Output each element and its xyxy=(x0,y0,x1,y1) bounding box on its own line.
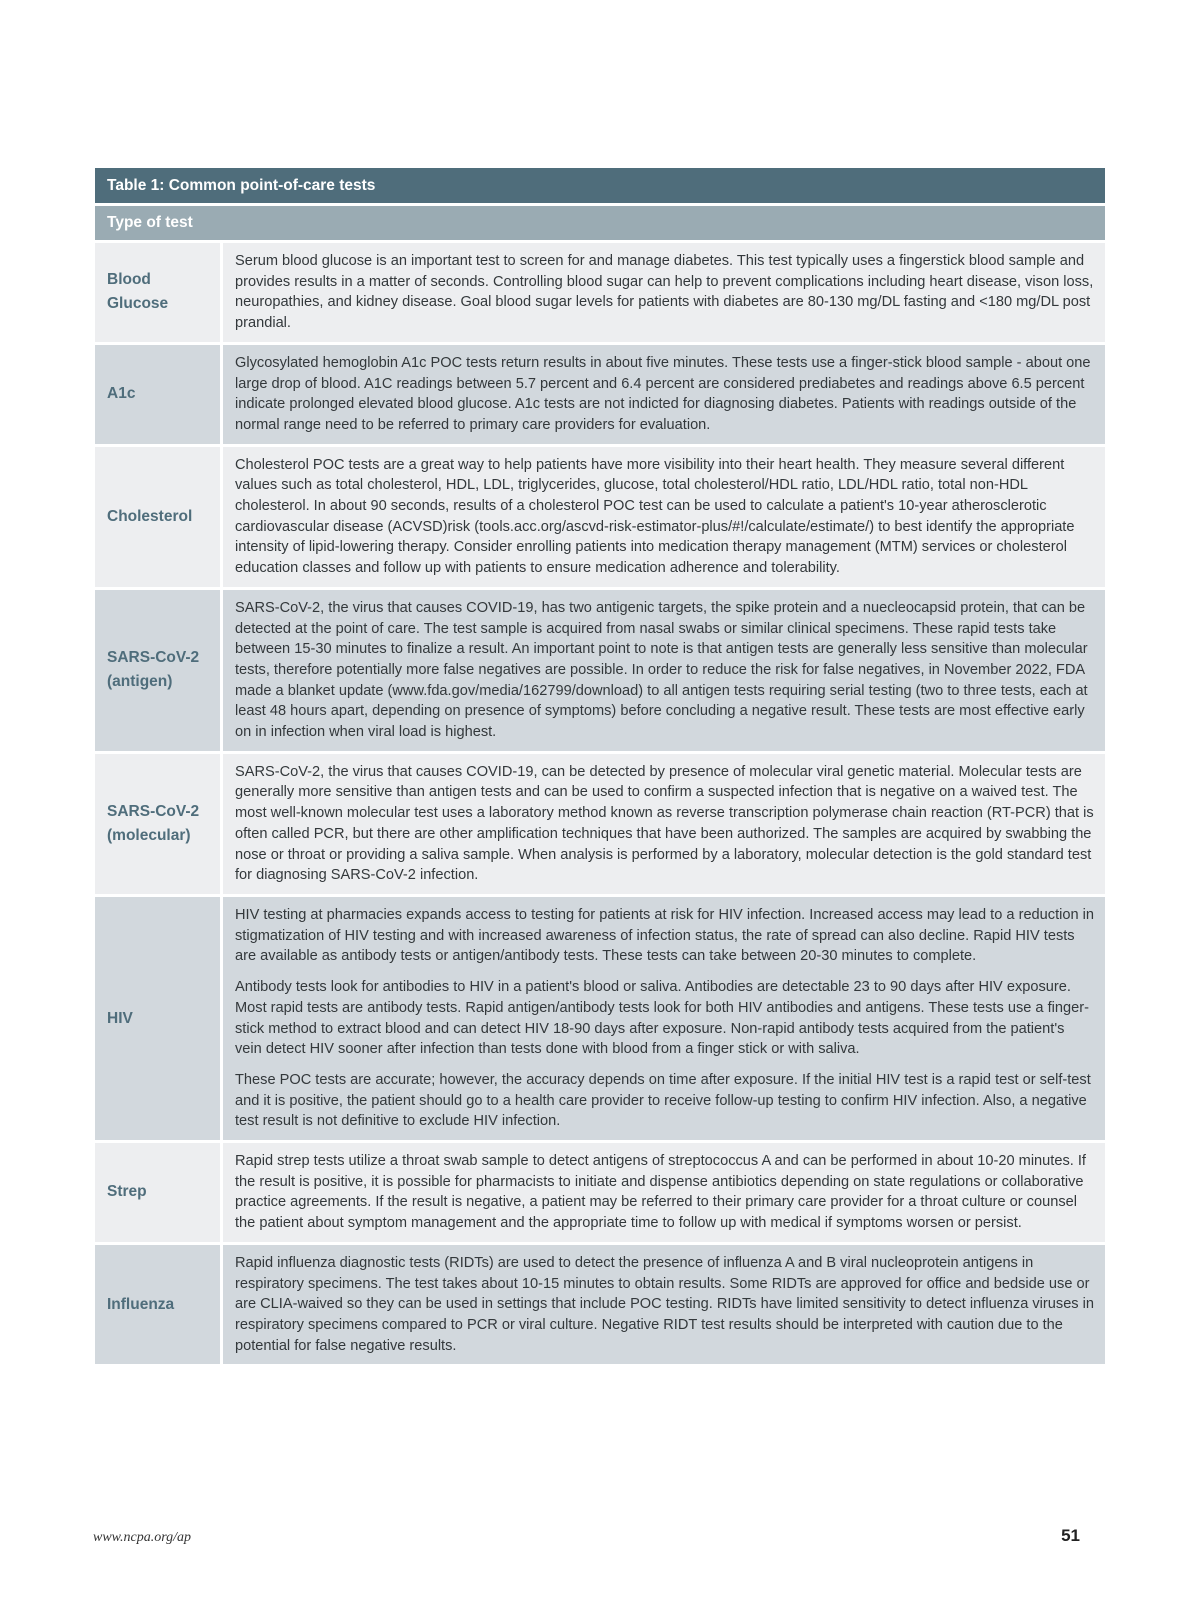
table-row xyxy=(95,447,1105,587)
table-title: Table 1: Common point-of-care tests xyxy=(95,168,1105,203)
table-row xyxy=(95,1143,1105,1242)
table-row xyxy=(95,243,1105,342)
description-paragraph: Antibody tests look for antibodies to HIV in a patient's blood or saliva. Antibodies are detectable 23 to 90 days after HIV exposure. Most rapid tests are antibody tests. Rapid antigen/antibody tests look for both HIV antibodies and antigens. These tests use a finger-stick method to extract blood and can detect HIV 18-90 days after exposure. Non-rapid antibody tests acquired from the patient's vein detect HIV sooner after infection than tests done with blood from a finger stick or with saliva. xyxy=(235,979,1089,1058)
description-paragraph: SARS-CoV-2, the virus that causes COVID-19, has two antigenic targets, the spike protein and a nuecleocapsid protein, that can be detected at the point of care. The test sample is acquired from nasal swabs or similar clinical specimens. These rapid tests take between 15-30 minutes to finalize a result. An important point to note is that antigen tests are generally less sensitive than molecular tests, therefore potentially more false negatives are possible. In order to reduce the risk for false negatives, in November 2022, FDA made a blanket update (www.fda.gov/media/162799/download) to all antigen tests requiring serial testing (two to three tests, each at least 48 hours apart, depending on presence of symptoms) before concluding a negative result. These tests are most effective early on in infection when viral load is highest. xyxy=(235,599,1088,741)
description-paragraph: Rapid influenza diagnostic tests (RIDTs) are used to detect the presence of influenza A and B viral nucleoprotein antigens in respiratory specimens. The test takes about 10-15 minutes to obtain results. Some RIDTs are approved for office and bedside use or are CLIA-waived so they can be used in settings that include POC testing. RIDTs have limited sensitivity to detect influenza viruses in respiratory specimens compared to PCR or viral culture. Negative RIDT test results should be interpreted with caution due to the potential for false negative results. xyxy=(235,1254,1095,1354)
description-paragraph: These POC tests are accurate; however, the accuracy depends on time after exposure. If the initial HIV test is a rapid test or self-test and it is positive, the patient should go to a health care provider to receive follow-up testing to confirm HIV infection. Also, a negative test result is not definitive to exclude HIV infection. xyxy=(235,1071,1091,1130)
test-type-label: Influenza xyxy=(95,1245,220,1365)
table-row xyxy=(95,1245,1105,1365)
table-row xyxy=(95,754,1105,894)
description-paragraph: Serum blood glucose is an important test to screen for and manage diabetes. This test typically uses a fingerstick blood sample and provides results in a matter of seconds. Controlling blood sugar can help to prevent complications including heart disease, vison loss, neuropathies, and kidney disease. Goal blood sugar levels for patients with diabetes are 80-130 mg/DL fasting and <180 mg/DL post prandial. xyxy=(235,253,1094,332)
test-type-label: HIV xyxy=(95,897,220,1140)
test-description xyxy=(223,1245,1105,1365)
table-row xyxy=(95,590,1105,751)
description-paragraph: HIV testing at pharmacies expands access to testing for patients at risk for HIV infection. Increased access may lead to a reduction in stigmatization of HIV testing and with increased awareness of infection status, the rate of spread can also decline. Rapid HIV tests are available as antibody tests or antigen/antibody tests. These tests can take between 20-30 minutes to complete. xyxy=(235,906,1095,965)
test-type-label: A1c xyxy=(95,345,220,444)
test-description xyxy=(223,590,1105,751)
test-description xyxy=(223,345,1105,444)
test-description xyxy=(223,754,1105,894)
table-row xyxy=(95,897,1105,1140)
test-type-label: Cholesterol xyxy=(95,447,220,587)
test-description xyxy=(223,1143,1105,1242)
test-type-label: SARS-CoV-2 (molecular) xyxy=(95,754,220,894)
description-paragraph: SARS-CoV-2, the virus that causes COVID-19, can be detected by presence of molecular viral genetic material. Molecular tests are generally more sensitive than antigen tests and can be used to confirm a suspected infection that is negative on a waived test. The most well-known molecular test uses a laboratory method known as reverse transcription polymerase chain reaction (RT-PCR) that is often called PCR, but there are other amplification techniques that have been authorized. The samples are acquired by swabbing the nose or throat or providing a saliva sample. When analysis is performed by a laboratory, molecular detection is the gold standard test for diagnosing SARS-CoV-2 infection. xyxy=(235,763,1094,884)
poc-tests-table xyxy=(95,168,1105,1364)
test-description xyxy=(223,897,1105,1140)
table-body xyxy=(95,243,1105,1364)
page-number: 51 xyxy=(1061,1526,1080,1545)
description-paragraph: Glycosylated hemoglobin A1c POC tests return results in about five minutes. These tests use a finger-stick blood sample - about one large drop of blood. A1C readings between 5.7 percent and 6.4 percent are considered prediabetes and readings above 6.5 percent indicate prolonged elevated blood glucose. A1c tests are not indicted for diagnosing diabetes. Patients with readings outside of the normal range need to be referred to primary care providers for evaluation. xyxy=(235,354,1091,433)
test-type-label: SARS-CoV-2 (antigen) xyxy=(95,590,220,751)
footer-url: www.ncpa.org/ap xyxy=(93,1530,192,1545)
test-description xyxy=(223,243,1105,342)
test-type-label: Blood Glucose xyxy=(95,243,220,342)
column-header: Type of test xyxy=(95,206,1105,240)
description-paragraph: Rapid strep tests utilize a throat swab sample to detect antigens of streptococcus A and can be performed in about 10-20 minutes. If the result is positive, it is possible for pharmacists to initiate and dispense antibiotics depending on state regulations or collaborative practice agreements. If the result is negative, a patient may be referred to their primary care provider for a throat culture or counsel the patient about symptom management and the appropriate time to follow up with medical if symptoms worsen or persist. xyxy=(235,1153,1086,1232)
test-description xyxy=(223,447,1105,587)
test-type-label: Strep xyxy=(95,1143,220,1242)
table-row xyxy=(95,345,1105,444)
description-paragraph: Cholesterol POC tests are a great way to help patients have more visibility into their heart health. They measure several different values such as total cholesterol, HDL, LDL, triglycerides, glucose, total cholesterol/HDL ratio, LDL/HDL ratio, total non-HDL cholesterol. In about 90 seconds, results of a cholesterol POC test can be used to calculate a patient's 10-year atherosclerotic cardiovascular disease (ACVSD)risk (tools.acc.org/ascvd-risk-estimator-plus/#!/calculate/estimate/) to best identify the appropriate intensity of lipid-lowering therapy. Consider enrolling patients into medication therapy management (MTM) services or cholesterol education classes and follow up with patients to ensure medication adherence and tolerability. xyxy=(235,456,1075,577)
